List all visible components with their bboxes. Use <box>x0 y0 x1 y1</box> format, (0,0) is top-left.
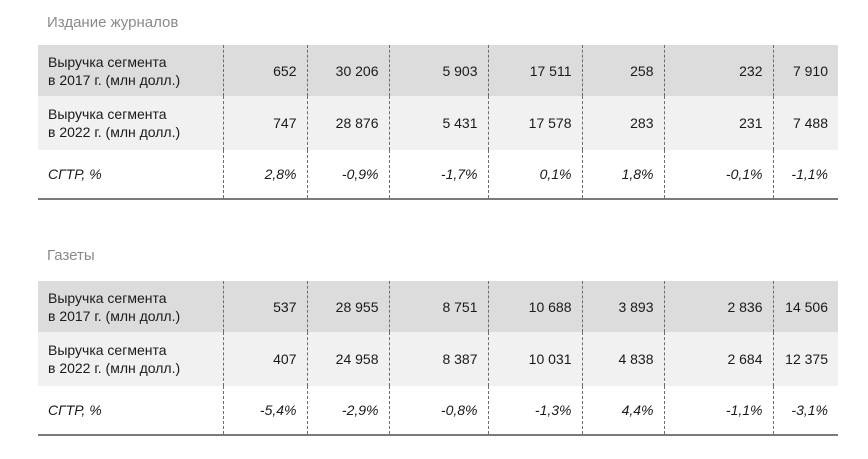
table-cell: -2,9% <box>307 386 389 435</box>
newspapers-table <box>38 281 838 436</box>
table-cell: 1,8% <box>582 150 664 199</box>
table-cell: 10 031 <box>488 332 582 386</box>
table-cell: 747 <box>223 96 307 150</box>
section-title-newspapers: Газеты <box>47 247 95 264</box>
table-cell: -5,4% <box>223 386 307 435</box>
table-cell: 8 387 <box>389 332 488 386</box>
table-cell: 4 838 <box>582 332 664 386</box>
table-cell: 17 578 <box>488 96 582 150</box>
table-cell: 0,1% <box>488 150 582 199</box>
row-label: СГТР, % <box>38 150 223 199</box>
table-cell: 3 893 <box>582 281 664 332</box>
table-cell: 231 <box>664 96 773 150</box>
table-cell: 12 375 <box>773 332 838 386</box>
magazines-table <box>38 45 838 200</box>
table-cell: -3,1% <box>773 386 838 435</box>
table-cell: -1,1% <box>773 150 838 199</box>
table-cell: 28 876 <box>307 96 389 150</box>
row-label: СГТР, % <box>38 386 223 435</box>
table-cell: 4,4% <box>582 386 664 435</box>
table-cell: 537 <box>223 281 307 332</box>
table-cell: -0,1% <box>664 150 773 199</box>
table-cell: 2 836 <box>664 281 773 332</box>
table-cell: -0,8% <box>389 386 488 435</box>
table-cell: 8 751 <box>389 281 488 332</box>
section-title-magazines: Издание журналов <box>47 14 179 31</box>
table-cell: 10 688 <box>488 281 582 332</box>
row-label: Выручка сегмента в 2017 г. (млн долл.) <box>38 45 223 96</box>
table-cell: 24 958 <box>307 332 389 386</box>
table-cell: 258 <box>582 45 664 96</box>
table-row <box>38 150 838 199</box>
table-cell: -1,3% <box>488 386 582 435</box>
table-cell: 232 <box>664 45 773 96</box>
table-cell: 2 684 <box>664 332 773 386</box>
table-cell: -1,7% <box>389 150 488 199</box>
table-cell: 7 488 <box>773 96 838 150</box>
table-row <box>38 96 838 150</box>
table-cell: 283 <box>582 96 664 150</box>
table-cell: 14 506 <box>773 281 838 332</box>
table-row <box>38 386 838 435</box>
row-label: Выручка сегмента в 2017 г. (млн долл.) <box>38 281 223 332</box>
table-cell: 30 206 <box>307 45 389 96</box>
row-label: Выручка сегмента в 2022 г. (млн долл.) <box>38 332 223 386</box>
table-cell: 28 955 <box>307 281 389 332</box>
table-row <box>38 45 838 96</box>
table-cell: 7 910 <box>773 45 838 96</box>
table-cell: 2,8% <box>223 150 307 199</box>
table-cell: 407 <box>223 332 307 386</box>
table-cell: -0,9% <box>307 150 389 199</box>
table-row <box>38 281 838 332</box>
table-row <box>38 332 838 386</box>
table-cell: 652 <box>223 45 307 96</box>
table-cell: -1,1% <box>664 386 773 435</box>
row-label: Выручка сегмента в 2022 г. (млн долл.) <box>38 96 223 150</box>
table-cell: 5 903 <box>389 45 488 96</box>
table-cell: 17 511 <box>488 45 582 96</box>
table-cell: 5 431 <box>389 96 488 150</box>
